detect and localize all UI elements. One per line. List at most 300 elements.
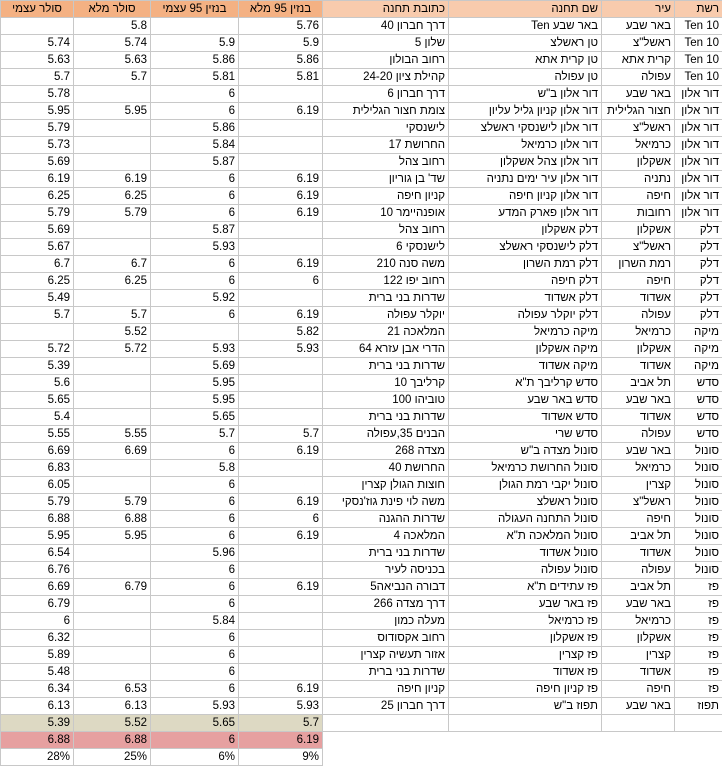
cell-chain[interactable]: דור אלון xyxy=(675,154,722,171)
cell-b95-full[interactable]: 6.19 xyxy=(239,307,323,324)
cell-b95-full[interactable] xyxy=(239,409,323,426)
cell-b95-self[interactable]: 5.87 xyxy=(151,154,239,171)
summary-cell-b95-full[interactable]: 6.19 xyxy=(239,732,323,749)
empty-cell[interactable] xyxy=(449,749,602,766)
cell-address[interactable]: דרך חברון 40 xyxy=(323,18,449,35)
cell-solar-full[interactable]: 6.25 xyxy=(74,188,151,205)
cell-solar-self[interactable]: 6.69 xyxy=(1,443,74,460)
cell-station[interactable]: סדש קרליבך ת"א xyxy=(449,375,602,392)
cell-station[interactable]: סדש באר שבע xyxy=(449,392,602,409)
cell-city[interactable]: חיפה xyxy=(602,681,675,698)
cell-address[interactable]: שדרות בני ברית xyxy=(323,358,449,375)
cell-station[interactable]: דלק יוקלר עפולה xyxy=(449,307,602,324)
cell-b95-full[interactable] xyxy=(239,239,323,256)
cell-b95-full[interactable]: 6.19 xyxy=(239,494,323,511)
cell-address[interactable]: הדרי אבן עזרא 64 xyxy=(323,341,449,358)
cell-address[interactable]: אופנהיימר 10 xyxy=(323,205,449,222)
cell-solar-self[interactable]: 5.74 xyxy=(1,35,74,52)
cell-station[interactable]: טן קרית אתא xyxy=(449,52,602,69)
cell-b95-full[interactable]: 5.86 xyxy=(239,52,323,69)
cell-chain[interactable]: דלק xyxy=(675,307,722,324)
cell-address[interactable]: יוקלר עפולה xyxy=(323,307,449,324)
empty-cell[interactable] xyxy=(323,749,449,766)
cell-chain[interactable]: מיקה xyxy=(675,341,722,358)
cell-city[interactable]: באר שבע xyxy=(602,698,675,715)
cell-b95-full[interactable]: 5.76 xyxy=(239,18,323,35)
header-b95-full[interactable]: בנזין 95 מלא xyxy=(239,1,323,18)
cell-chain[interactable]: דור אלון xyxy=(675,103,722,120)
cell-city[interactable]: כרמיאל xyxy=(602,460,675,477)
cell-station[interactable]: סונול מצדה ב"ש xyxy=(449,443,602,460)
cell-chain[interactable]: סונול xyxy=(675,460,722,477)
cell-solar-self[interactable]: 6.25 xyxy=(1,273,74,290)
cell-station[interactable]: דור אלון קניון גליל עליון xyxy=(449,103,602,120)
cell-b95-full[interactable] xyxy=(239,664,323,681)
cell-chain[interactable]: סונול xyxy=(675,443,722,460)
cell-address[interactable]: שדרות ההגנה xyxy=(323,511,449,528)
cell-solar-self[interactable]: 5.6 xyxy=(1,375,74,392)
cell-b95-self[interactable]: 5.9 xyxy=(151,35,239,52)
cell-station[interactable]: דלק חיפה xyxy=(449,273,602,290)
cell-city[interactable]: קצרין xyxy=(602,477,675,494)
cell-b95-full[interactable] xyxy=(239,630,323,647)
cell-b95-full[interactable]: 6.19 xyxy=(239,579,323,596)
cell-chain[interactable]: סדש xyxy=(675,375,722,392)
cell-address[interactable]: הבנים 35,עפולה xyxy=(323,426,449,443)
cell-city[interactable]: עפולה xyxy=(602,426,675,443)
cell-b95-self[interactable]: 5.87 xyxy=(151,222,239,239)
cell-chain[interactable]: דור אלון xyxy=(675,205,722,222)
cell-solar-self[interactable]: 5.48 xyxy=(1,664,74,681)
cell-b95-self[interactable] xyxy=(151,18,239,35)
cell-b95-full[interactable]: 5.9 xyxy=(239,35,323,52)
cell-b95-self[interactable]: 6 xyxy=(151,630,239,647)
summary-cell-b95-self[interactable]: 6 xyxy=(151,732,239,749)
cell-chain[interactable]: Ten 10 xyxy=(675,35,722,52)
cell-city[interactable]: אשדוד xyxy=(602,545,675,562)
cell-solar-self[interactable]: 6.05 xyxy=(1,477,74,494)
cell-address[interactable]: שדרות בני ברית xyxy=(323,664,449,681)
cell-solar-full[interactable]: 6.7 xyxy=(74,256,151,273)
cell-city[interactable]: קצרין xyxy=(602,647,675,664)
cell-b95-full[interactable]: 5.93 xyxy=(239,341,323,358)
cell-address[interactable]: שדרות בני ברית xyxy=(323,290,449,307)
cell-solar-full[interactable] xyxy=(74,392,151,409)
cell-b95-full[interactable] xyxy=(239,477,323,494)
cell-b95-self[interactable]: 5.95 xyxy=(151,375,239,392)
cell-city[interactable]: קרית אתא xyxy=(602,52,675,69)
cell-station[interactable]: פז כרמיאל xyxy=(449,613,602,630)
cell-b95-self[interactable]: 5.69 xyxy=(151,358,239,375)
summary-cell-solar-full[interactable]: 5.52 xyxy=(74,715,151,732)
cell-solar-full[interactable]: 6.19 xyxy=(74,171,151,188)
cell-address[interactable]: רחוב צהל xyxy=(323,222,449,239)
cell-b95-full[interactable] xyxy=(239,120,323,137)
cell-city[interactable]: אשדוד xyxy=(602,409,675,426)
empty-cell[interactable] xyxy=(602,715,675,732)
cell-station[interactable]: דור אלון לישנסקי ראשלצ xyxy=(449,120,602,137)
cell-solar-full[interactable]: 5.8 xyxy=(74,18,151,35)
header-address[interactable]: כתובת תחנה xyxy=(323,1,449,18)
empty-cell[interactable] xyxy=(675,715,722,732)
cell-b95-self[interactable]: 5.93 xyxy=(151,698,239,715)
cell-b95-self[interactable]: 6 xyxy=(151,103,239,120)
cell-city[interactable]: באר שבע xyxy=(602,392,675,409)
cell-b95-self[interactable]: 5.96 xyxy=(151,545,239,562)
cell-b95-self[interactable]: 6 xyxy=(151,579,239,596)
cell-address[interactable]: קניון חיפה xyxy=(323,681,449,698)
cell-b95-full[interactable]: 6.19 xyxy=(239,443,323,460)
empty-cell[interactable] xyxy=(675,732,722,749)
cell-chain[interactable]: Ten 10 xyxy=(675,69,722,86)
cell-solar-full[interactable]: 5.95 xyxy=(74,103,151,120)
cell-b95-full[interactable] xyxy=(239,86,323,103)
cell-solar-full[interactable] xyxy=(74,630,151,647)
cell-b95-full[interactable]: 6.19 xyxy=(239,205,323,222)
cell-address[interactable]: שדרות בני ברית xyxy=(323,409,449,426)
cell-address[interactable]: מצדה 268 xyxy=(323,443,449,460)
cell-solar-self[interactable]: 5.69 xyxy=(1,154,74,171)
cell-solar-full[interactable] xyxy=(74,120,151,137)
cell-solar-full[interactable] xyxy=(74,460,151,477)
cell-address[interactable]: דרך מצדה 266 xyxy=(323,596,449,613)
cell-solar-full[interactable] xyxy=(74,86,151,103)
cell-b95-self[interactable] xyxy=(151,324,239,341)
summary-cell-solar-self[interactable]: 6.88 xyxy=(1,732,74,749)
cell-chain[interactable]: דלק xyxy=(675,239,722,256)
cell-chain[interactable]: פז xyxy=(675,630,722,647)
cell-b95-self[interactable]: 5.95 xyxy=(151,392,239,409)
cell-city[interactable]: רחובות xyxy=(602,205,675,222)
header-solar-full[interactable]: סולר מלא xyxy=(74,1,151,18)
cell-city[interactable]: תל אביב xyxy=(602,375,675,392)
cell-b95-full[interactable] xyxy=(239,596,323,613)
header-b95-self[interactable]: בנזין 95 עצמי xyxy=(151,1,239,18)
cell-station[interactable]: דלק אשקלון xyxy=(449,222,602,239)
cell-city[interactable]: באר שבע xyxy=(602,443,675,460)
cell-b95-self[interactable]: 6 xyxy=(151,188,239,205)
cell-solar-self[interactable] xyxy=(1,324,74,341)
cell-solar-full[interactable] xyxy=(74,375,151,392)
cell-b95-full[interactable] xyxy=(239,290,323,307)
cell-solar-full[interactable]: 5.79 xyxy=(74,205,151,222)
cell-solar-self[interactable]: 5.79 xyxy=(1,120,74,137)
cell-solar-self[interactable]: 6.13 xyxy=(1,698,74,715)
cell-solar-full[interactable]: 6.69 xyxy=(74,443,151,460)
cell-address[interactable]: לישנסקי xyxy=(323,120,449,137)
cell-station[interactable]: מיקה כרמיאל xyxy=(449,324,602,341)
cell-chain[interactable]: דור אלון xyxy=(675,120,722,137)
header-chain[interactable]: רשת xyxy=(675,1,722,18)
summary-cell-b95-self[interactable]: 6% xyxy=(151,749,239,766)
cell-station[interactable]: סונול המלאכה ת"א xyxy=(449,528,602,545)
cell-city[interactable]: ראשל"צ xyxy=(602,494,675,511)
cell-city[interactable]: נתניה xyxy=(602,171,675,188)
cell-solar-self[interactable]: 6.79 xyxy=(1,596,74,613)
cell-b95-self[interactable]: 6 xyxy=(151,511,239,528)
cell-solar-full[interactable] xyxy=(74,290,151,307)
cell-solar-self[interactable]: 5.72 xyxy=(1,341,74,358)
cell-b95-full[interactable]: 6.19 xyxy=(239,528,323,545)
cell-solar-self[interactable]: 5.73 xyxy=(1,137,74,154)
cell-address[interactable]: משה סנה 210 xyxy=(323,256,449,273)
cell-solar-full[interactable]: 5.55 xyxy=(74,426,151,443)
cell-chain[interactable]: דלק xyxy=(675,222,722,239)
cell-b95-self[interactable]: 5.7 xyxy=(151,426,239,443)
cell-city[interactable]: חיפה xyxy=(602,188,675,205)
cell-city[interactable]: כרמיאל xyxy=(602,613,675,630)
cell-chain[interactable]: סונול xyxy=(675,511,722,528)
cell-b95-self[interactable]: 6 xyxy=(151,477,239,494)
cell-solar-full[interactable] xyxy=(74,664,151,681)
cell-solar-self[interactable]: 5.39 xyxy=(1,358,74,375)
cell-chain[interactable]: תפוז xyxy=(675,698,722,715)
cell-city[interactable]: רמת השרון xyxy=(602,256,675,273)
cell-solar-full[interactable] xyxy=(74,137,151,154)
cell-solar-full[interactable] xyxy=(74,613,151,630)
cell-b95-full[interactable]: 6 xyxy=(239,273,323,290)
cell-solar-full[interactable] xyxy=(74,154,151,171)
cell-b95-full[interactable] xyxy=(239,358,323,375)
cell-b95-self[interactable]: 6 xyxy=(151,256,239,273)
cell-chain[interactable]: Ten 10 xyxy=(675,18,722,35)
cell-b95-full[interactable] xyxy=(239,392,323,409)
cell-solar-self[interactable]: 6.32 xyxy=(1,630,74,647)
cell-address[interactable]: קהילת ציון 24-20 xyxy=(323,69,449,86)
cell-chain[interactable]: פז xyxy=(675,596,722,613)
cell-station[interactable]: סונול החרושת כרמיאל xyxy=(449,460,602,477)
cell-solar-self[interactable]: 6 xyxy=(1,613,74,630)
cell-b95-self[interactable]: 5.8 xyxy=(151,460,239,477)
cell-b95-full[interactable] xyxy=(239,460,323,477)
cell-address[interactable]: רחוב צהל xyxy=(323,154,449,171)
empty-cell[interactable] xyxy=(323,715,449,732)
cell-address[interactable]: שד' בן גוריון xyxy=(323,171,449,188)
cell-b95-self[interactable]: 5.92 xyxy=(151,290,239,307)
cell-solar-full[interactable]: 5.7 xyxy=(74,307,151,324)
cell-station[interactable]: טן ראשלצ xyxy=(449,35,602,52)
cell-address[interactable]: בכניסה לעיר xyxy=(323,562,449,579)
cell-solar-full[interactable]: 5.52 xyxy=(74,324,151,341)
cell-solar-self[interactable]: 6.54 xyxy=(1,545,74,562)
cell-b95-full[interactable] xyxy=(239,613,323,630)
cell-b95-full[interactable]: 5.82 xyxy=(239,324,323,341)
cell-chain[interactable]: פז xyxy=(675,681,722,698)
cell-b95-self[interactable]: 6 xyxy=(151,562,239,579)
cell-solar-self[interactable]: 6.88 xyxy=(1,511,74,528)
cell-chain[interactable]: סונול xyxy=(675,477,722,494)
cell-solar-self[interactable]: 5.55 xyxy=(1,426,74,443)
cell-address[interactable]: לישנסקי 6 xyxy=(323,239,449,256)
header-solar-self[interactable]: סולר עצמי xyxy=(1,1,74,18)
cell-address[interactable]: רחוב אקסודוס xyxy=(323,630,449,647)
cell-b95-self[interactable]: 5.86 xyxy=(151,52,239,69)
cell-b95-self[interactable]: 6 xyxy=(151,273,239,290)
cell-b95-full[interactable] xyxy=(239,154,323,171)
cell-b95-self[interactable]: 6 xyxy=(151,664,239,681)
cell-solar-full[interactable] xyxy=(74,596,151,613)
cell-b95-self[interactable]: 6 xyxy=(151,171,239,188)
cell-station[interactable]: סונול התחנה העגולה xyxy=(449,511,602,528)
cell-address[interactable]: דרך חברון 6 xyxy=(323,86,449,103)
cell-b95-self[interactable]: 5.86 xyxy=(151,120,239,137)
cell-chain[interactable]: סונול xyxy=(675,562,722,579)
cell-solar-self[interactable]: 5.7 xyxy=(1,307,74,324)
cell-station[interactable]: סונול אשדוד xyxy=(449,545,602,562)
cell-b95-full[interactable] xyxy=(239,137,323,154)
cell-solar-full[interactable] xyxy=(74,409,151,426)
cell-b95-self[interactable]: 6 xyxy=(151,647,239,664)
cell-b95-self[interactable]: 6 xyxy=(151,86,239,103)
header-city[interactable]: עיר xyxy=(602,1,675,18)
cell-solar-self[interactable]: 6.69 xyxy=(1,579,74,596)
cell-city[interactable]: אשדוד xyxy=(602,358,675,375)
cell-chain[interactable]: פז xyxy=(675,664,722,681)
empty-cell[interactable] xyxy=(449,732,602,749)
cell-address[interactable]: חוצות הגולן קצרין xyxy=(323,477,449,494)
cell-city[interactable]: באר שבע xyxy=(602,596,675,613)
cell-city[interactable]: באר שבע xyxy=(602,86,675,103)
cell-city[interactable]: אשקלון xyxy=(602,222,675,239)
empty-cell[interactable] xyxy=(602,749,675,766)
cell-solar-self[interactable]: 5.4 xyxy=(1,409,74,426)
cell-station[interactable]: דלק לישנסקי ראשלצ xyxy=(449,239,602,256)
cell-solar-full[interactable]: 5.74 xyxy=(74,35,151,52)
cell-solar-self[interactable] xyxy=(1,18,74,35)
cell-b95-full[interactable]: 6 xyxy=(239,511,323,528)
cell-address[interactable]: שדרות בני ברית xyxy=(323,545,449,562)
cell-solar-self[interactable]: 5.79 xyxy=(1,494,74,511)
cell-solar-full[interactable] xyxy=(74,562,151,579)
cell-city[interactable]: אשקלון xyxy=(602,630,675,647)
summary-cell-b95-full[interactable]: 9% xyxy=(239,749,323,766)
cell-solar-self[interactable]: 6.76 xyxy=(1,562,74,579)
cell-station[interactable]: פז באר שבע xyxy=(449,596,602,613)
cell-chain[interactable]: סונול xyxy=(675,545,722,562)
cell-solar-self[interactable]: 5.63 xyxy=(1,52,74,69)
cell-station[interactable]: פז אשדוד xyxy=(449,664,602,681)
cell-address[interactable]: מעלה כמון xyxy=(323,613,449,630)
summary-cell-solar-self[interactable]: 28% xyxy=(1,749,74,766)
cell-solar-full[interactable] xyxy=(74,545,151,562)
cell-city[interactable]: תל אביב xyxy=(602,528,675,545)
cell-solar-full[interactable]: 5.7 xyxy=(74,69,151,86)
cell-station[interactable]: סדש אשדוד xyxy=(449,409,602,426)
cell-city[interactable]: ראשל"צ xyxy=(602,239,675,256)
cell-station[interactable]: סונול ראשלצ xyxy=(449,494,602,511)
cell-station[interactable]: דור אלון צהל אשקלון xyxy=(449,154,602,171)
cell-solar-self[interactable]: 6.34 xyxy=(1,681,74,698)
cell-address[interactable]: המלאכה 21 xyxy=(323,324,449,341)
cell-b95-self[interactable]: 6 xyxy=(151,307,239,324)
cell-address[interactable]: רחוב יפו 122 xyxy=(323,273,449,290)
cell-station[interactable]: מיקה אשקלון xyxy=(449,341,602,358)
cell-address[interactable]: אזור תעשיה קצרין xyxy=(323,647,449,664)
cell-b95-full[interactable]: 5.81 xyxy=(239,69,323,86)
cell-city[interactable]: כרמיאל xyxy=(602,324,675,341)
cell-solar-self[interactable]: 6.83 xyxy=(1,460,74,477)
cell-chain[interactable]: פז xyxy=(675,613,722,630)
cell-station[interactable]: דור אלון ב"ש xyxy=(449,86,602,103)
cell-chain[interactable]: סונול xyxy=(675,528,722,545)
cell-chain[interactable]: סדש xyxy=(675,392,722,409)
summary-cell-b95-self[interactable]: 5.65 xyxy=(151,715,239,732)
cell-solar-self[interactable]: 5.49 xyxy=(1,290,74,307)
cell-chain[interactable]: פז xyxy=(675,579,722,596)
cell-solar-full[interactable] xyxy=(74,477,151,494)
cell-address[interactable]: טוביהו 100 xyxy=(323,392,449,409)
cell-chain[interactable]: דור אלון xyxy=(675,171,722,188)
cell-station[interactable]: דלק רמת השרון xyxy=(449,256,602,273)
cell-address[interactable]: החרושת 40 xyxy=(323,460,449,477)
cell-station[interactable]: דור אלון כרמיאל xyxy=(449,137,602,154)
cell-b95-self[interactable]: 6 xyxy=(151,494,239,511)
cell-b95-self[interactable]: 6 xyxy=(151,443,239,460)
cell-b95-self[interactable]: 5.93 xyxy=(151,341,239,358)
cell-b95-self[interactable]: 6 xyxy=(151,681,239,698)
cell-station[interactable]: פז אשקלון xyxy=(449,630,602,647)
summary-cell-solar-self[interactable]: 5.39 xyxy=(1,715,74,732)
empty-cell[interactable] xyxy=(449,715,602,732)
cell-solar-full[interactable] xyxy=(74,358,151,375)
cell-solar-full[interactable]: 6.25 xyxy=(74,273,151,290)
cell-city[interactable]: ראשל"צ xyxy=(602,35,675,52)
cell-chain[interactable]: סונול xyxy=(675,494,722,511)
cell-solar-full[interactable]: 6.88 xyxy=(74,511,151,528)
cell-solar-self[interactable]: 5.69 xyxy=(1,222,74,239)
cell-city[interactable]: אשקלון xyxy=(602,154,675,171)
cell-b95-self[interactable]: 5.65 xyxy=(151,409,239,426)
cell-city[interactable]: חיפה xyxy=(602,511,675,528)
summary-cell-solar-full[interactable]: 6.88 xyxy=(74,732,151,749)
cell-station[interactable]: דור אלון פארק המדע xyxy=(449,205,602,222)
cell-address[interactable]: החרושת 17 xyxy=(323,137,449,154)
cell-city[interactable]: עפולה xyxy=(602,69,675,86)
cell-station[interactable]: טן עפולה xyxy=(449,69,602,86)
cell-address[interactable]: דבורה הנביאה5 xyxy=(323,579,449,596)
cell-city[interactable]: אשדוד xyxy=(602,290,675,307)
cell-chain[interactable]: דור אלון xyxy=(675,86,722,103)
cell-address[interactable]: דרך חברון 25 xyxy=(323,698,449,715)
cell-b95-self[interactable]: 5.93 xyxy=(151,239,239,256)
cell-city[interactable]: ראשל"צ xyxy=(602,120,675,137)
cell-city[interactable]: תל אביב xyxy=(602,579,675,596)
cell-city[interactable]: אשדוד xyxy=(602,664,675,681)
cell-b95-full[interactable] xyxy=(239,222,323,239)
cell-station[interactable]: פז קצרין xyxy=(449,647,602,664)
cell-station[interactable]: דור אלון עיר ימים נתניה xyxy=(449,171,602,188)
cell-chain[interactable]: דור אלון xyxy=(675,137,722,154)
cell-solar-self[interactable]: 5.95 xyxy=(1,528,74,545)
cell-solar-full[interactable]: 6.79 xyxy=(74,579,151,596)
cell-b95-full[interactable] xyxy=(239,545,323,562)
cell-b95-full[interactable]: 5.7 xyxy=(239,426,323,443)
cell-address[interactable]: המלאכה 4 xyxy=(323,528,449,545)
cell-station[interactable]: סונול עפולה xyxy=(449,562,602,579)
cell-b95-self[interactable]: 5.81 xyxy=(151,69,239,86)
cell-station[interactable]: באר שבע Ten xyxy=(449,18,602,35)
cell-station[interactable]: פז קניון חיפה xyxy=(449,681,602,698)
cell-solar-full[interactable]: 5.63 xyxy=(74,52,151,69)
cell-b95-full[interactable] xyxy=(239,647,323,664)
cell-b95-full[interactable]: 6.19 xyxy=(239,681,323,698)
cell-station[interactable]: דלק אשדוד xyxy=(449,290,602,307)
cell-chain[interactable]: מיקה xyxy=(675,324,722,341)
cell-b95-self[interactable]: 6 xyxy=(151,205,239,222)
cell-solar-self[interactable]: 5.65 xyxy=(1,392,74,409)
cell-solar-full[interactable]: 6.13 xyxy=(74,698,151,715)
cell-address[interactable]: צומת חצור הגלילית xyxy=(323,103,449,120)
